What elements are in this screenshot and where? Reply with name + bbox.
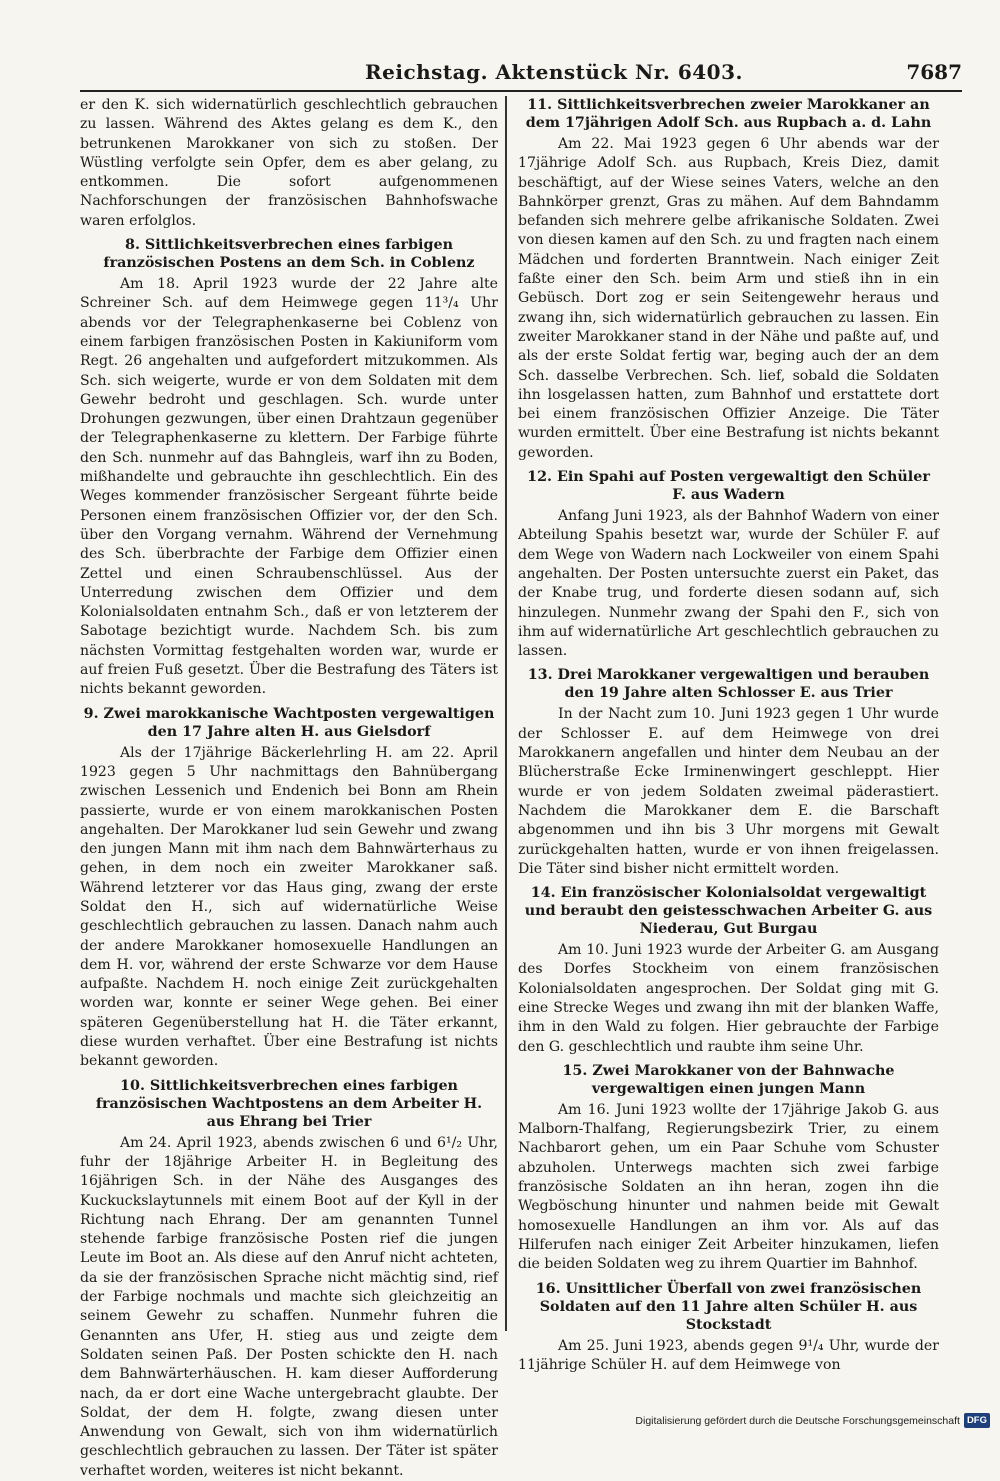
section-14-text: Am 10. Juni 1923 wurde der Arbeiter G. am Ausgang des Dorfes Stockheim von einem französischen Kolonialsoldaten angesprochen. Der Soldat ging mit G. eine Strecke Weges und zwang ihn mit der blanken Waffe, ihm in den Wald zu folgen. Hier gebrauchte der Farbige den G. geschlechtlich und raubte ihm seine Uhr. [518, 942, 939, 1055]
intro-paragraph: er den K. sich widernatürlich geschlechtlich gebrauchen zu lassen. Während des Aktes gelang es dem K., den betrunkenen Marokkaner von sich zu stoßen. Der Wüstling verfolgte sein Opfer, dem es aber gelang, zu entkommen. Die sofort aufgenommenen Nachforschungen der französischen Bahnhofswache waren erfolglos. [80, 97, 498, 229]
section-14-heading: 14. Ein französischer Kolonialsoldat vergewaltigt und beraubt den geistesschwachen Arbeiter G. aus Niederau, Gut Burgau [524, 885, 933, 938]
right-column [518, 96, 939, 1375]
dfg-logo: DFG [964, 1413, 990, 1428]
section-8-heading: 8. Sittlichkeitsverbrechen eines farbigen französischen Postens an dem Sch. in Coblenz [103, 237, 475, 272]
left-column [80, 96, 498, 1481]
section-11-heading: 11. Sittlichkeitsverbrechen zweier Marokkaner an dem 17jährigen Adolf Sch. aus Rupbach a. d. Lahn [525, 97, 932, 131]
section-9-heading: 9. Zwei marokkanische Wachtposten vergewaltigen den 17 Jahre alten H. aus Gielsdorf [83, 705, 495, 740]
section-11-text: Am 22. Mai 1923 gegen 6 Uhr abends war der 17jährige Adolf Sch. aus Rupbach, Kreis Diez, damit beschäftigt, auf der Wiese seines Vaters, welche an den Bahnkörper grenzt, Gras zu mähen. Auf dem Bahndamm befanden sich mehrere gelbe afrikanische Soldaten. Zwei von diesen kamen auf den Sch. zu und fragten nach einem Mädchen und forderten Branntwein. Nach einiger Zeit faßte einer den Sch. beim Arm und stieß ihn in ein Gebüsch. Dort zog er sein Seitengewehr heraus und zwang ihn, sich widernatürlich gebrauchen zu lassen. Ein zweiter Marokkaner stand in der Nähe und paßte auf, und als der erste Soldat fertig war, beging auch der an dem Sch. dasselbe Verbrechen. Sch. lief, sobald die Soldaten ihn losgelassen hatten, zum Bahnhof und erstattete dort bei einem französischen Offizier Anzeige. Die Täter wurden ermittelt. Über eine Bestrafung ist nichts bekannt geworden. [518, 136, 939, 461]
section-12-heading: 12. Ein Spahi auf Posten vergewaltigt den Schüler F. aus Wadern [527, 469, 930, 504]
section-15-heading: 15. Zwei Marokkaner von der Bahnwache vergewaltigen einen jungen Mann [562, 1062, 895, 1097]
document-title: Reichstag. Aktenstück Nr. 6403. [365, 60, 743, 84]
section-15-text: Am 16. Juni 1923 wollte der 17jährige Jakob G. aus Malborn-Thalfang, Regierungsbezirk Trier, zu einem Nachbarort gehen, um ein Paar Schuhe vom Schuster abzuholen. Unterwegs machten sich zwei farbige französische Soldaten an ihn heran, zogen ihn die Wegböschung hinunter und nahmen beide mit Gewalt homosexuelle Handlungen an ihm vor. Als auf das Hilferufen nach einiger Zeit Arbeiter hinzukamen, liefen die beiden Soldaten weg zu ihrem Quartier im Bahnhof. [518, 1101, 939, 1273]
section-12-text: Anfang Juni 1923, als der Bahnhof Wadern von einer Abteilung Spahis besetzt war, wurde der Schüler F. auf dem Wege von Wadern nach Lockweiler von einem Spahi angehalten. Der Posten untersuchte zuerst ein Paket, das der Knabe trug, und forderte diesen sodann auf, sich hinzulegen. Nunmehr zwang der Spahi den F., sich von ihm auf widernatürliche Art geschlechtlich gebrauchen zu lassen. [518, 508, 939, 660]
section-10-text: Am 24. April 1923, abends zwischen 6 und 6¹/₂ Uhr, fuhr der 18jährige Arbeiter H. in Begleitung des 16jährigen Sch. in der Nähe des Ausganges des Kuckuckslaytunnels mit einem Boot auf der Kyll in der Richtung nach Ehrang. Der am genannten Tunnel stehende farbige französische Posten rief die jungen Leute im Boot an. Als diese auf den Anruf nicht achteten, da sie der französischen Sprache nicht mächtig sind, rief der Farbige nochmals und machte sich gleichzeitig an seinem Gewehr zu schaffen. Nunmehr fuhren die Genannten ans Ufer, H. stieg aus und zeigte dem Soldaten seinen Paß. Der Posten schickte den H. nach dem Bahnwärterhäuschen. H. kam dieser Aufforderung nach, da er dort eine Wache untergebracht glaubte. Der Soldat, der dem H. folgte, zwang diesen unter Anwendung von Gewalt, sich von ihm widernatürlich geschlechtlich gebrauchen zu lassen. Der Täter ist später verhaftet worden, weiteres ist nicht bekannt. [80, 1134, 498, 1479]
section-10-heading: 10. Sittlichkeitsverbrechen eines farbigen französischen Wachtpostens an dem Arbeiter H. aus Ehrang bei Trier [95, 1077, 483, 1130]
page-number: 7687 [906, 60, 962, 84]
section-13-heading: 13. Drei Marokkaner vergewaltigen und berauben den 19 Jahre alten Schlosser E. aus Trier [527, 667, 930, 702]
column-divider [505, 96, 507, 1331]
footer-credit: Digitalisierung gefördert durch die Deutsche Forschungsgemeinschaft [635, 1414, 960, 1427]
section-9-text: Als der 17jährige Bäckerlehrling H. am 22. April 1923 gegen 5 Uhr nachmittags den Bahnübergang zwischen Lessenich und Endenich bei Bonn am Rhein passierte, wurde er von einem marokkanischen Posten angehalten. Der Marokkaner lud sein Gewehr und zwang den jungen Mann mit ihm nach dem Bahnwärterhaus zu gehen, in dem noch ein zweiter Marokkaner saß. Während letzterer vor das Haus ging, zwang der erste Soldat den H., sich auf widernatürliche Weise geschlechtlich gebrauchen zu lassen. Danach nahm auch der andere Marokkaner homosexuelle Handlungen an dem H. vor, während der erste Schwarze vor dem Hause aufpaßte. Nachdem H. noch einige Zeit zurückgehalten worden war, konnte er seiner Wege gehen. Bei einer späteren Gegenüberstellung hat H. die Täter erkannt, diese wurden verhaftet. Über eine Bestrafung ist nichts bekannt geworden. [80, 744, 498, 1070]
section-8-text: Am 18. April 1923 wurde der 22 Jahre alte Schreiner Sch. auf dem Heimwege gegen 11³/₄ Uhr abends vor der Telegraphenkaserne bei Coblenz von einem farbigen französischen Posten in Kakiuniform vom Regt. 26 angehalten und aufgefordert mitzukommen. Als Sch. sich weigerte, wurde er von dem Soldaten mit dem Gewehr bedroht und geschlagen. Sch. wurde unter Drohungen gezwungen, über einen Drahtzaun gegenüber der Telegraphenkaserne zu klettern. Der Farbige führte den Sch. nunmehr auf das Bahngleis, warf ihn zu Boden, mißhandelte und gebrauchte ihn geschlechtlich. Ein des Weges kommender französischer Sergeant führte beide Personen einem französischen Offizier vor, der den Sch. über den Vorgang vernahm. Während der Vernehmung des Sch. überbrachte der Farbige dem Offizier einen Zettel und einen Schraubenschlüssel. Aus der Unterredung zwischen dem Offizier und dem Kolonialsoldaten entnahm Sch., daß er von letzterem der Sabotage bezichtigt wurde. Nachdem Sch. bis zum nächsten Vormittag festgehalten worden war, wurde er auf freien Fuß gesetzt. Über die Bestrafung des Täters ist nichts bekannt geworden. [80, 276, 498, 698]
section-16-text: Am 25. Juni 1923, abends gegen 9¹/₄ Uhr, wurde der 11jährige Schüler H. auf dem Heimwege von [518, 1337, 939, 1373]
section-13-text: In der Nacht zum 10. Juni 1923 gegen 1 Uhr wurde der Schlosser E. auf dem Heimwege von drei Marokkanern angefallen und hinter dem Neubau an der Blücherstraße Ecke Irminenwingert geschleppt. Hier wurde er von jedem Soldaten zweimal päderastiert. Nachdem die Marokkaner dem E. die Barschaft abgenommen und ihn bis 3 Uhr morgens mit Gewalt zurückgehalten hatten, wurde er von ihnen freigelassen. Die Täter sind bisher nicht ermittelt worden. [518, 706, 939, 877]
digitization-footer [635, 1413, 990, 1428]
section-16-heading: 16. Unsittlicher Überfall von zwei französischen Soldaten auf den 11 Jahre alten Schüler H. aus Stockstadt [535, 1280, 922, 1333]
page-header [80, 60, 962, 92]
